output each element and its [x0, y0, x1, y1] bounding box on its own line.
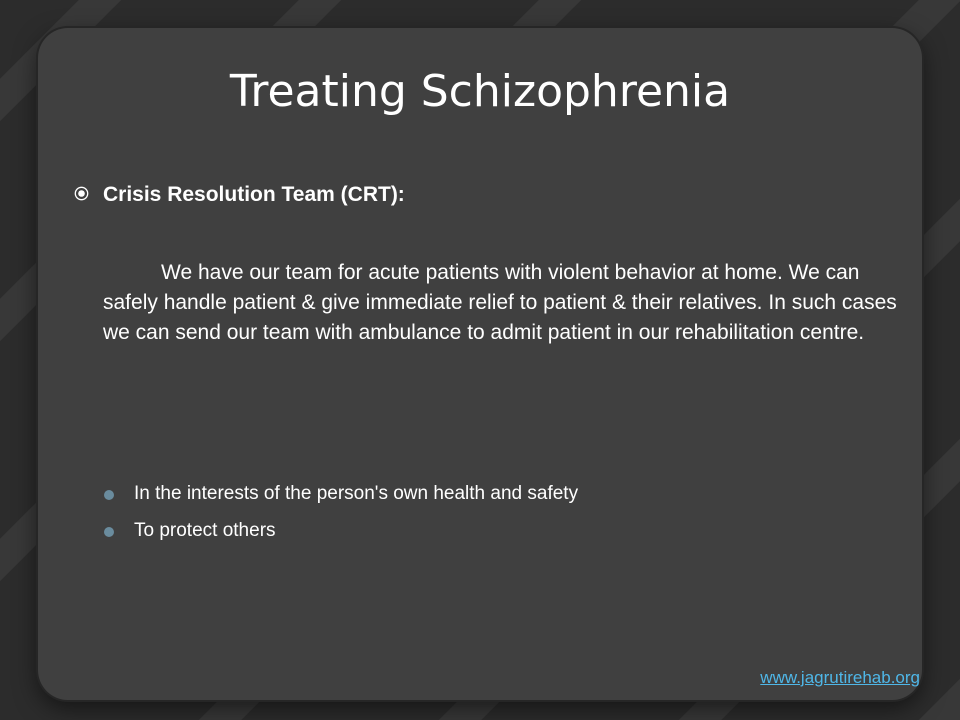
slide-title: Treating Schizophrenia: [229, 66, 731, 117]
main-bullet: Crisis Resolution Team (CRT):: [103, 183, 405, 206]
sub-bullet-text: To protect others: [134, 520, 276, 541]
body-paragraph: [103, 258, 903, 348]
paragraph-text: We have our team for acute patients with violent behavior at home. We can safely handle patient & give immediate relief to patient & their relatives. In such cases we can send our team with ambulance to admit patient in our rehabilitation centre.: [103, 261, 897, 344]
sub-bullet-text: In the interests of the person's own health and safety: [134, 483, 579, 504]
circle-bullet-icon: [74, 186, 89, 201]
sub-bullet-dot-icon: [104, 490, 114, 500]
website-link[interactable]: www.jagrutirehab.org: [760, 668, 920, 687]
sub-bullet-dot-icon: [104, 527, 114, 537]
content-panel: [38, 28, 922, 700]
